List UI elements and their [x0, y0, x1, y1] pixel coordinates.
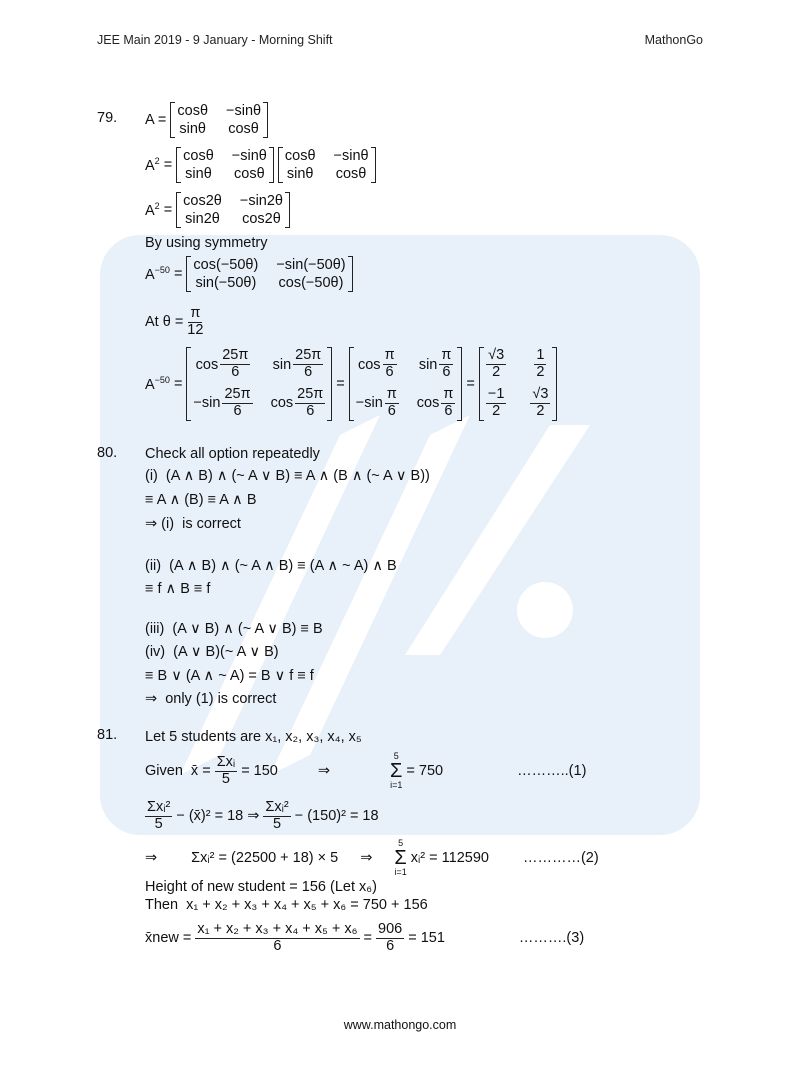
text: = 150 — [241, 763, 278, 779]
summation: 5 Σ i=1 — [394, 838, 407, 877]
matrix: cos2θ −sin2θ sin2θ cos2θ — [176, 192, 290, 228]
fraction: $\frac{\text{x₁ + x₂ + x₃ + x₄ + x₅ + x₆}}{6}$ — [197, 920, 358, 954]
eq-ref: ………..(1) — [517, 763, 587, 779]
matrix: cos(−50θ) −sin(−50θ) sin(−50θ) cos(−50θ) — [186, 256, 352, 292]
text: Σxᵢ² = (22500 + 18) × 5 — [191, 850, 339, 866]
eq: = — [173, 376, 183, 392]
summation: 5 Σ i=1 — [390, 751, 403, 790]
text: = — [363, 930, 372, 946]
fraction: $\frac{906}{6}$ — [378, 920, 403, 954]
text: − (x̄)² = 18 ⇒ — [176, 808, 260, 824]
q81-line-6: Then x₁ + x₂ + x₃ + x₄ + x₅ + x₆ = 750 + 156 — [145, 897, 428, 913]
eq-ref: ……….(3) — [518, 930, 585, 946]
q79-final — [145, 342, 557, 426]
text: Let 5 students are — [145, 729, 262, 745]
q80-line: ⇒ only (1) is correct — [145, 691, 277, 707]
matrix: cosθ −sinθ sinθ cosθ — [278, 147, 376, 183]
q81-line-4 — [145, 838, 599, 878]
implies: ⇒ — [145, 850, 158, 866]
text: − (150)² = 18 — [294, 808, 379, 824]
implies: ⇒ — [360, 850, 373, 866]
implies: ⇒ — [317, 763, 331, 779]
q81-line-3 — [145, 795, 379, 837]
eq: = — [163, 157, 173, 173]
lhs: A = — [145, 112, 167, 128]
matrix: cos π 6 sin π 6 −sin π 6 cos π 6 — [349, 347, 463, 421]
q80-line: (ii) (A ∧ B) ∧ (~ A ∧ B) ≡ (A ∧ ~ A) ∧ B — [145, 558, 397, 574]
q79-line-a2-result — [145, 190, 290, 230]
question-number-79: 79. — [97, 110, 118, 126]
q80-line: ≡ f ∧ B ≡ f — [145, 581, 211, 597]
eq: = — [173, 266, 183, 282]
eq: = — [163, 202, 173, 218]
fraction: Σxᵢ² 5 — [265, 798, 289, 832]
text: At θ = — [145, 314, 184, 330]
q79-line-a2 — [145, 145, 376, 185]
q80-line: ≡ A ∧ (B) ≡ A ∧ B — [145, 492, 257, 508]
vars: x₁, x₂, x₃, x₄, x₅ — [265, 729, 362, 745]
matrix: cosθ −sinθ sinθ cosθ — [170, 102, 268, 138]
text: Given x̄ = — [145, 763, 211, 779]
header-brand: MathonGo — [644, 33, 703, 47]
lhs: $A^2$ — [145, 201, 160, 219]
text: xᵢ² = 112590 — [410, 850, 489, 866]
matrix: cosθ −sinθ sinθ cosθ — [176, 147, 274, 183]
fraction: $\frac{\pi}{12}$ — [187, 304, 204, 338]
question-number-81: 81. — [97, 727, 118, 743]
q80-line: ⇒ (i) is correct — [145, 516, 241, 532]
lhs: $A^{-50}$ — [145, 265, 170, 283]
fraction: Σxᵢ 5 — [216, 753, 236, 787]
q81-line-1 — [145, 727, 362, 747]
fraction: Σxᵢ² 5 — [147, 798, 171, 832]
question-number-80: 80. — [97, 445, 118, 461]
q80-line: Check all option repeatedly — [145, 446, 320, 462]
text: = 750 — [406, 763, 444, 779]
matrix: cos 25π 6 sin 25π 6 −sin 25π 6 cos 25π 6 — [186, 347, 332, 421]
text: = 151 — [408, 930, 445, 946]
text: x̄new = — [145, 930, 192, 946]
q81-line-5: Height of new student = 156 (Let x₆) — [145, 879, 377, 895]
q79-theta — [145, 303, 203, 341]
eq-ref: …………(2) — [522, 850, 599, 866]
q81-line-7 — [145, 918, 584, 958]
eq: = — [466, 376, 475, 392]
eq: = — [336, 376, 345, 392]
lhs: $A^{-50}$ — [145, 375, 170, 393]
footer-url[interactable]: www.mathongo.com — [343, 1018, 457, 1032]
q79-line-a — [145, 100, 268, 140]
q80-line: (iv) (A ∨ B)(~ A ∨ B) — [145, 644, 279, 660]
lhs: $A^2$ — [145, 156, 160, 174]
q80-line: (iii) (A ∨ B) ∧ (~ A ∨ B) ≡ B — [145, 621, 323, 637]
matrix: √3 2 1 2 −1 2 √3 2 — [479, 347, 558, 421]
q81-line-2 — [145, 750, 586, 792]
q79-line-a-50 — [145, 252, 353, 296]
header-title: JEE Main 2019 - 9 January - Morning Shift — [97, 33, 333, 47]
q80-line: ≡ B ∨ (A ∧ ~ A) = B ∨ f ≡ f — [145, 668, 314, 684]
q79-text: By using symmetry — [145, 235, 268, 251]
q80-line: (i) (A ∧ B) ∧ (~ A ∨ B) ≡ A ∧ (B ∧ (~ A ∨ B)) — [145, 468, 430, 484]
